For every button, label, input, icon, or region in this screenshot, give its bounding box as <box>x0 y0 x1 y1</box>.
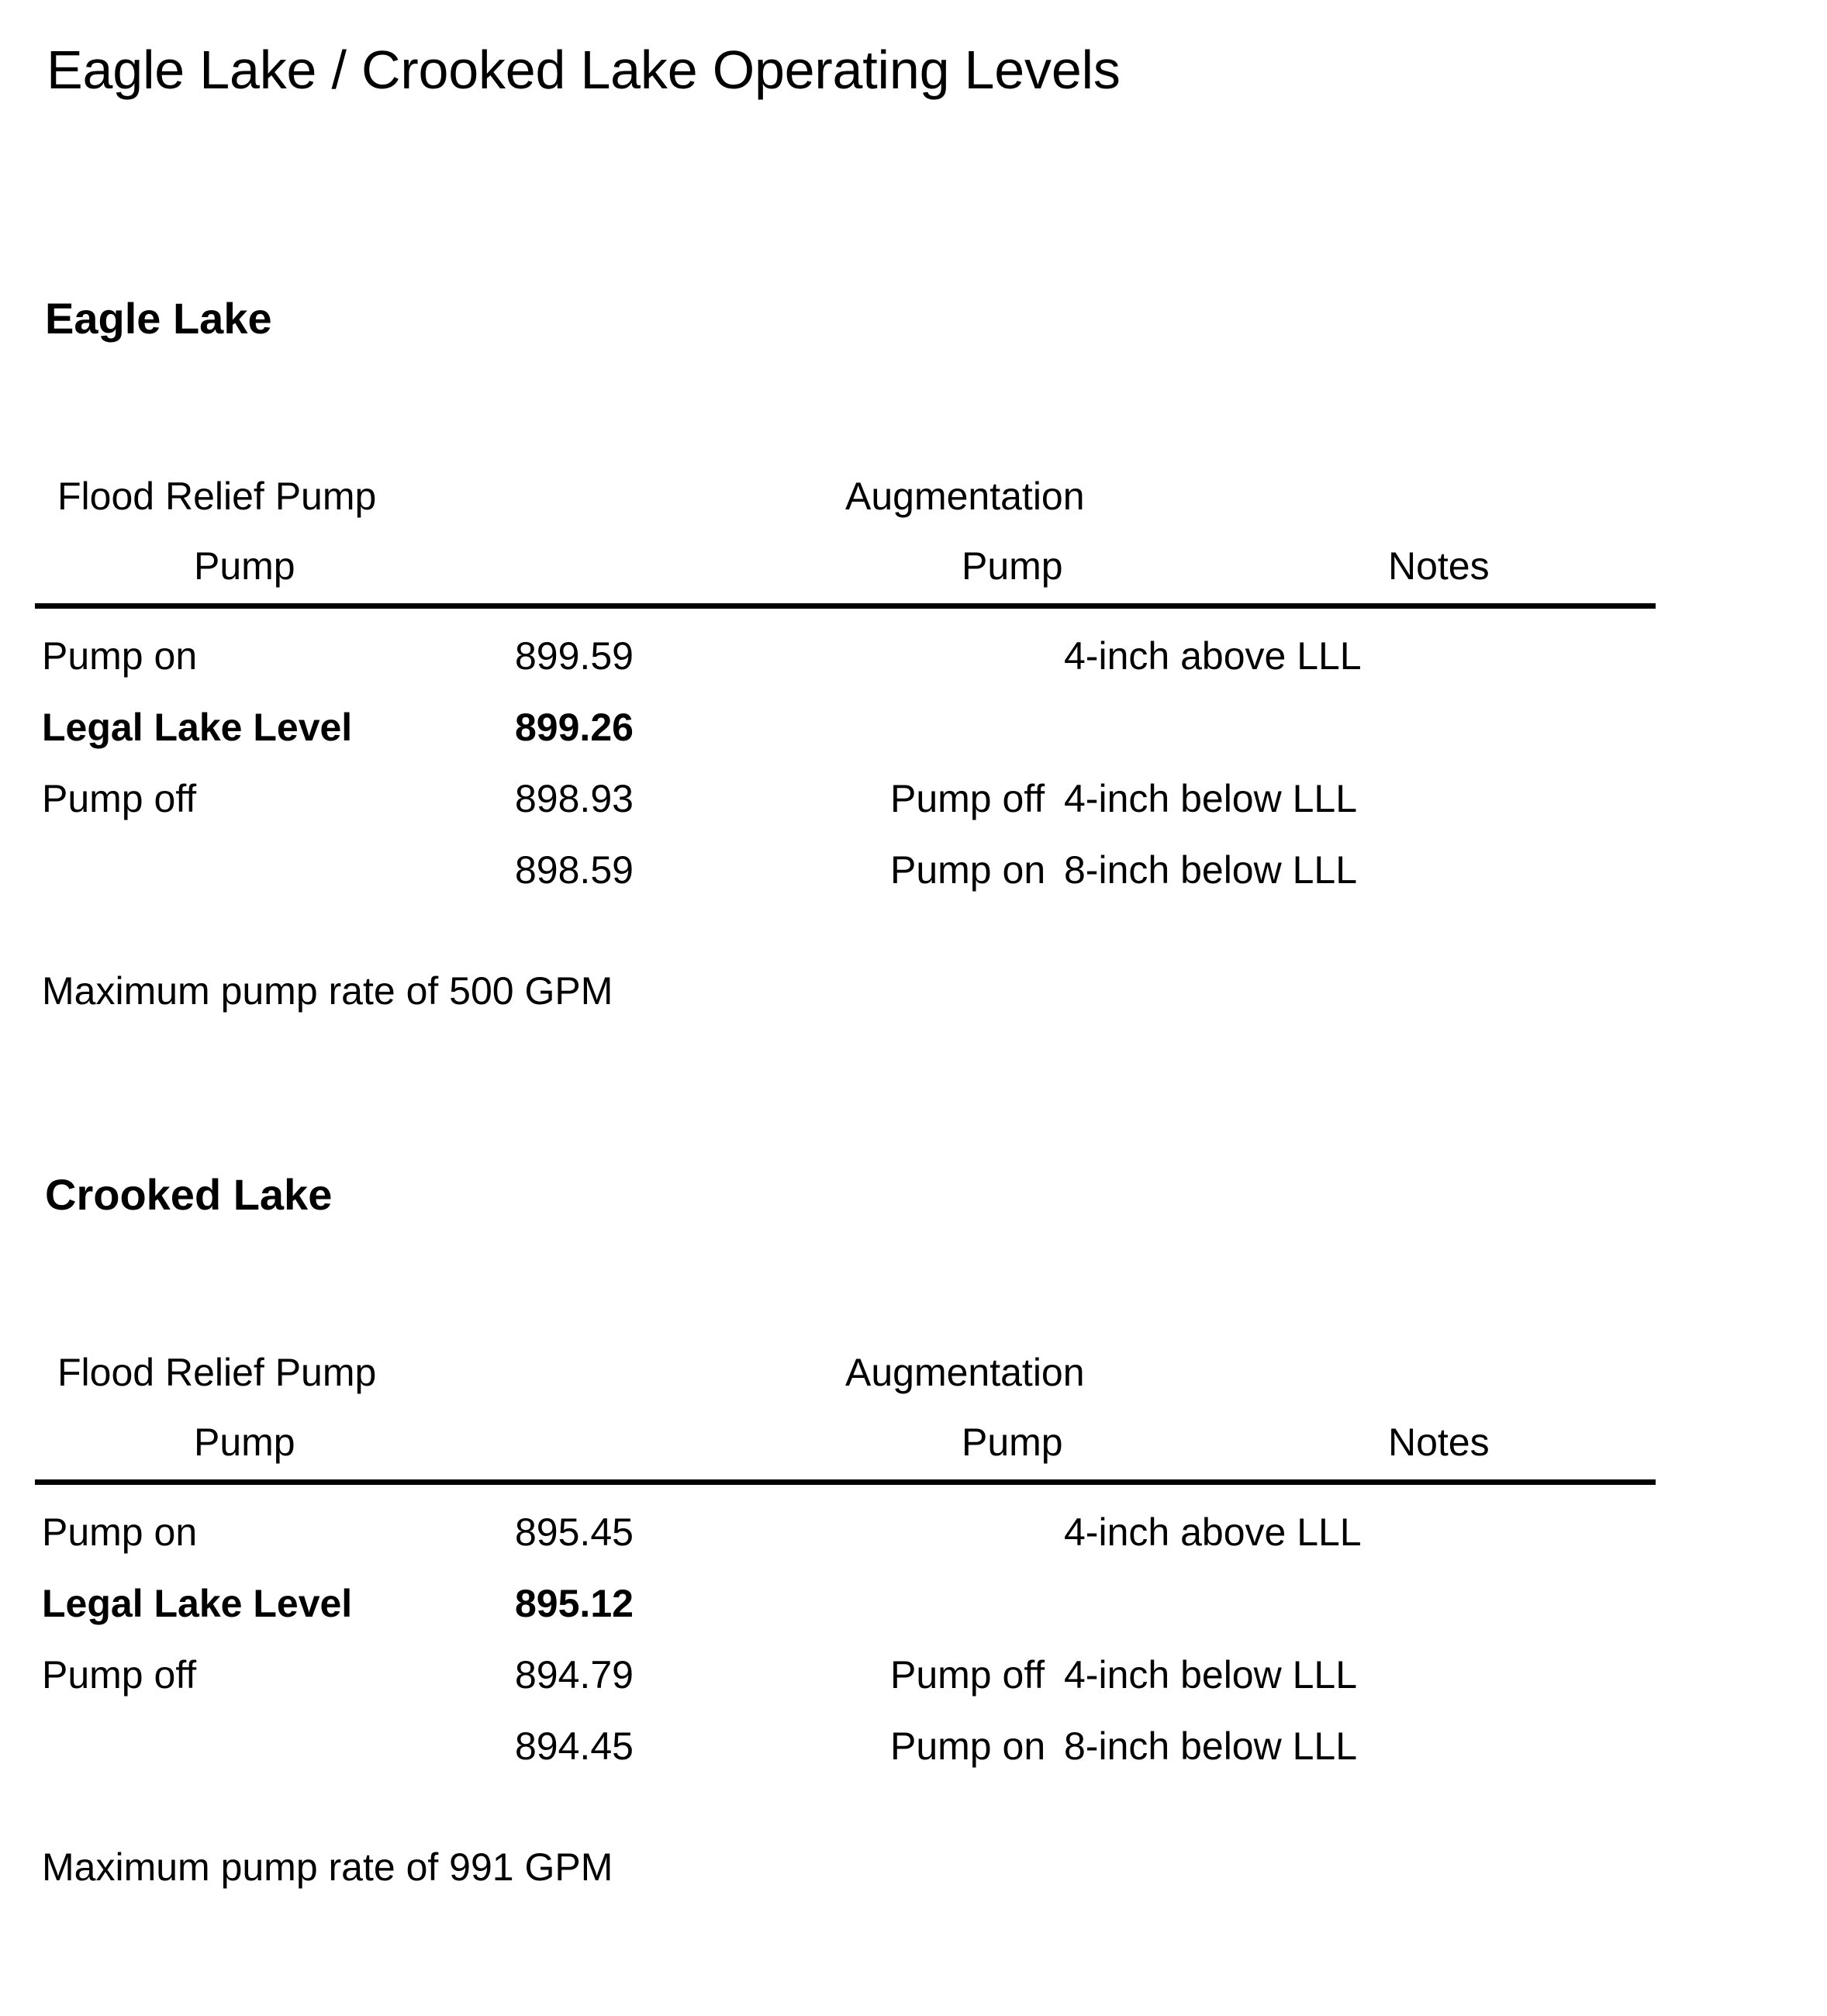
footnote-max-pump-rate-crooked: Maximum pump rate of 991 GPM <box>42 1845 613 1889</box>
cell-level-value: 895.45 <box>515 1510 634 1554</box>
cell-flood-pump-state: Legal Lake Level <box>42 706 353 749</box>
cell-notes: 4-inch below LLL <box>1064 1653 1358 1697</box>
table-header-rule <box>35 603 1656 609</box>
cell-notes: 8-inch below LLL <box>1064 1724 1358 1768</box>
table-row <box>0 848 1827 922</box>
cell-notes: 4-inch above LLL <box>1064 634 1362 678</box>
column-header-pump-augmentation: Pump <box>962 1421 1063 1464</box>
group-header-flood-relief-pump: Flood Relief Pump <box>57 475 377 518</box>
table-row <box>0 1724 1827 1798</box>
cell-flood-pump-state: Legal Lake Level <box>42 1582 353 1625</box>
cell-flood-pump-state: Pump on <box>42 1510 198 1554</box>
cell-notes: 4-inch below LLL <box>1064 777 1358 820</box>
cell-notes: 8-inch below LLL <box>1064 848 1358 892</box>
column-header-notes: Notes <box>1388 1421 1490 1464</box>
cell-augmentation-pump-state: Pump off <box>890 777 1045 820</box>
table-header-rule <box>35 1479 1656 1485</box>
table-group-header-row <box>0 477 1827 547</box>
table-eagle-lake <box>0 477 1827 902</box>
group-header-augmentation: Augmentation <box>845 1351 1085 1394</box>
cell-level-value: 894.45 <box>515 1724 634 1768</box>
cell-augmentation-pump-state: Pump on <box>890 848 1046 892</box>
cell-augmentation-pump-state: Pump on <box>890 1724 1046 1768</box>
group-header-flood-relief-pump: Flood Relief Pump <box>57 1351 377 1394</box>
cell-level-value: 894.79 <box>515 1653 634 1697</box>
table-row <box>0 779 1827 851</box>
column-header-notes: Notes <box>1388 544 1490 588</box>
cell-flood-pump-state: Pump off <box>42 777 197 820</box>
table-row <box>0 708 1827 779</box>
column-header-pump-flood: Pump <box>194 1421 295 1464</box>
table-row <box>0 1584 1827 1655</box>
footnote-max-pump-rate-eagle: Maximum pump rate of 500 GPM <box>42 969 613 1013</box>
cell-level-value: 895.12 <box>515 1582 634 1625</box>
cell-flood-pump-state: Pump off <box>42 1653 197 1697</box>
table-row <box>0 1510 1827 1584</box>
cell-notes: 4-inch above LLL <box>1064 1510 1362 1554</box>
cell-level-value: 898.93 <box>515 777 634 820</box>
cell-level-value: 898.59 <box>515 848 634 892</box>
section-heading-crooked-lake: Crooked Lake <box>45 1170 333 1219</box>
cell-level-value: 899.59 <box>515 634 634 678</box>
column-header-pump-augmentation: Pump <box>962 544 1063 588</box>
cell-level-value: 899.26 <box>515 706 634 749</box>
column-header-pump-flood: Pump <box>194 544 295 588</box>
group-header-augmentation: Augmentation <box>845 475 1085 518</box>
table-row <box>0 1655 1827 1727</box>
table-row <box>0 634 1827 708</box>
page-title: Eagle Lake / Crooked Lake Operating Levels <box>47 40 1121 100</box>
cell-flood-pump-state: Pump on <box>42 634 198 678</box>
table-crooked-lake <box>0 1353 1827 1778</box>
table-group-header-row <box>0 1353 1827 1423</box>
cell-augmentation-pump-state: Pump off <box>890 1653 1045 1697</box>
section-heading-eagle-lake: Eagle Lake <box>45 294 272 343</box>
